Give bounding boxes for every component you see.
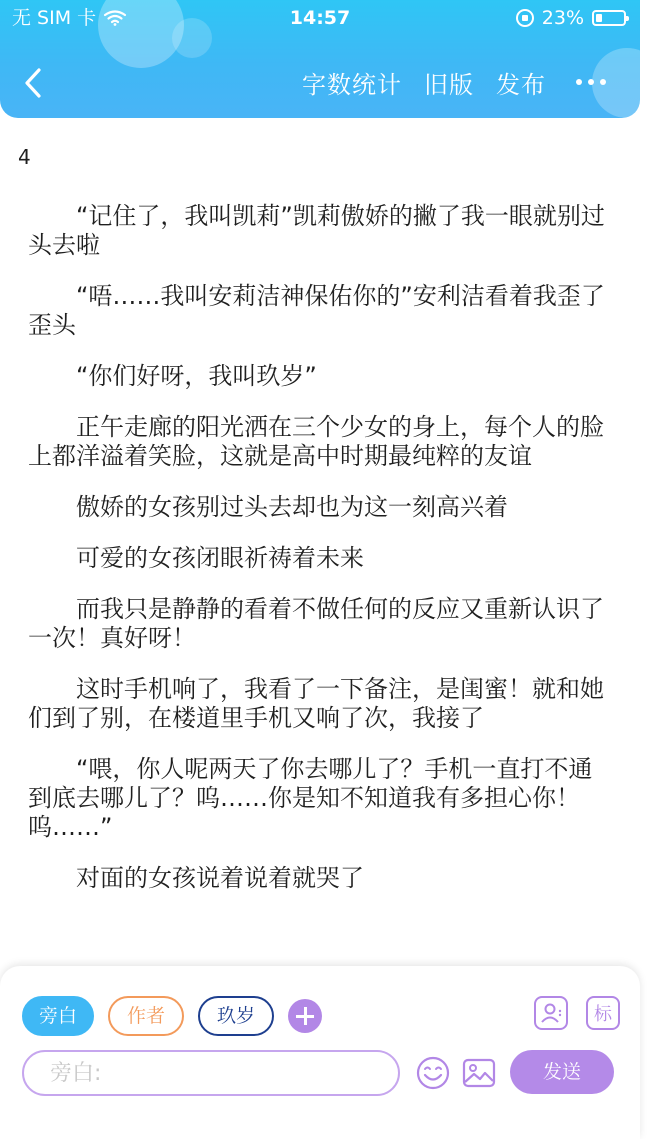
mark-button[interactable]: 标	[586, 996, 620, 1030]
story-paragraph: “记住了，我叫凯莉”凯莉傲娇的撇了我一眼就别过头去啦	[28, 202, 605, 259]
chapter-number: 4	[18, 145, 31, 169]
paragraph-list	[28, 202, 612, 893]
status-time: 14:57	[289, 7, 351, 29]
battery-level	[596, 14, 602, 22]
battery-icon	[592, 10, 626, 26]
story-paragraph: “你们好呀，我叫玖岁”	[76, 362, 317, 390]
story-paragraph: 对面的女孩说着说着就哭了	[76, 864, 364, 892]
status-bar	[0, 0, 640, 36]
tool-buttons	[534, 996, 620, 1030]
nav-actions	[302, 54, 606, 110]
image-button[interactable]	[462, 1056, 496, 1090]
add-role-button[interactable]	[288, 999, 322, 1033]
send-button[interactable]: 发送	[510, 1050, 614, 1094]
character-list-button[interactable]	[534, 996, 568, 1030]
more-icon-dot	[600, 79, 606, 85]
story-paragraph: 正午走廊的阳光洒在三个少女的身上，每个人的脸上都洋溢着笑脸，这就是高中时期最纯粹的友谊	[28, 413, 604, 470]
story-paragraph: “唔……我叫安莉洁神保佑你的”安利洁看着我歪了歪头	[28, 282, 605, 339]
chevron-left-icon	[27, 70, 39, 96]
composer-panel	[0, 966, 640, 1139]
nav-bar	[0, 54, 640, 110]
image-icon	[464, 1060, 494, 1086]
publish-button[interactable]: 发布	[496, 70, 546, 99]
role-chip-jiusui[interactable]: 玖岁	[198, 996, 274, 1036]
carrier-label: 无 SIM 卡	[12, 7, 97, 29]
compose-row	[22, 1050, 618, 1096]
role-chip-author[interactable]: 作者	[108, 996, 184, 1036]
header	[0, 0, 640, 118]
role-selector	[22, 996, 322, 1036]
story-paragraph: 傲娇的女孩别过头去却也为这一刻高兴着	[76, 493, 508, 521]
battery-percent: 23%	[541, 7, 584, 29]
message-input[interactable]	[22, 1050, 400, 1096]
status-right	[516, 0, 626, 36]
story-content[interactable]	[18, 140, 612, 958]
user-icon	[539, 1001, 563, 1025]
old-version-button[interactable]: 旧版	[424, 70, 474, 99]
back-button[interactable]	[20, 66, 50, 100]
story-paragraph: “喂，你人呢两天了你去哪儿了？手机一直打不通到底去哪儿了？呜……你是知不知道我有多担心你！呜……”	[28, 755, 593, 841]
word-count-button[interactable]: 字数统计	[302, 70, 402, 99]
emoji-icon	[418, 1058, 448, 1088]
emoji-button[interactable]	[416, 1056, 450, 1090]
role-chip-narration[interactable]: 旁白	[22, 996, 94, 1036]
story-paragraph: 可爱的女孩闭眼祈祷着未来	[76, 544, 364, 572]
orientation-lock-icon	[516, 9, 534, 27]
story-paragraph: 而我只是静静的看着不做任何的反应又重新认识了一次！真好呀！	[28, 595, 604, 652]
more-icon-dot	[588, 79, 594, 85]
story-paragraph: 这时手机响了，我看了一下备注，是闺蜜！就和她们到了别，在楼道里手机又响了次，我接了	[28, 675, 604, 732]
more-icon-dot	[576, 79, 582, 85]
more-button[interactable]	[576, 79, 606, 85]
